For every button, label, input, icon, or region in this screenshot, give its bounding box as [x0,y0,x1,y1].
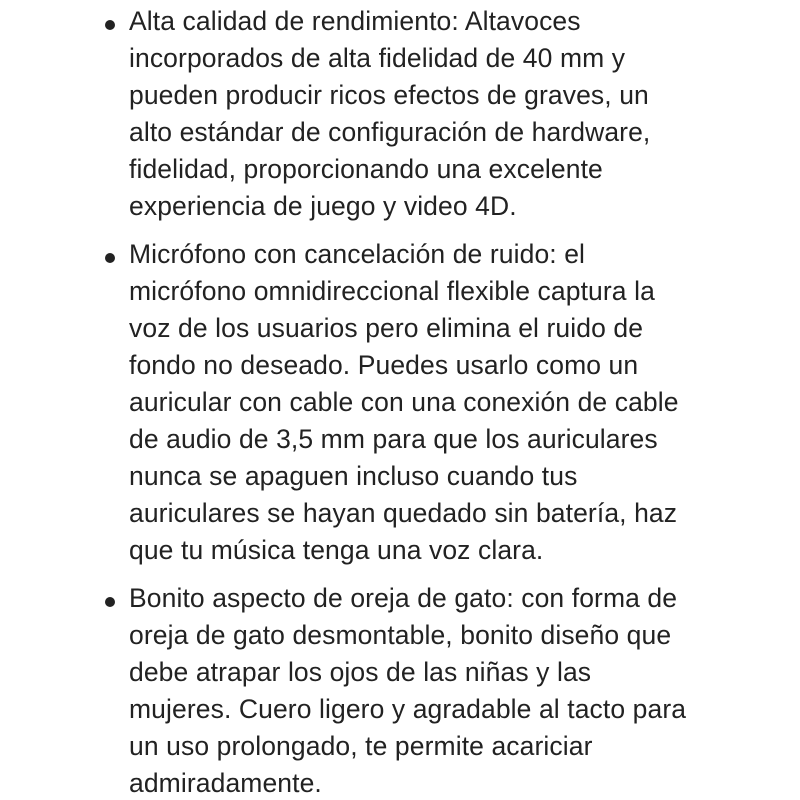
feature-text-microphone: Micrófono con cancelación de ruido: el micrófono omnidireccional flexible captura la voz de los usuarios pero elimina el ruido de fondo no deseado. Puedes usarlo como un auricular con cable con una conexión de cable de audio de 3,5 mm para que los auriculares nunca se apaguen incluso cuando tus auriculares se hayan quedado sin batería, haz que tu música tenga una voz clara. [129,239,679,565]
feature-text-cat-ear: Bonito aspecto de oreja de gato: con forma de oreja de gato desmontable, bonito diseño que debe atrapar los ojos de las niñas y las mujeres. Cuero ligero y agradable al tacto para un uso prolongado, te permite acariciar admiradamente. [129,583,687,798]
bullet-dot-icon [105,253,115,263]
feature-item-cat-ear [0,580,800,800]
feature-bullet-list [0,3,800,800]
feature-item-performance [0,3,800,225]
feature-text-performance: Alta calidad de rendimiento: Altavoces incorporados de alta fidelidad de 40 mm y pueden producir ricos efectos de graves, un alto estándar de configuración de hardware, fidelidad, proporcionando una excelente experiencia de juego y video 4D. [129,6,651,221]
bullet-dot-icon [105,20,115,30]
feature-item-microphone [0,236,800,569]
bullet-dot-icon [105,597,115,607]
